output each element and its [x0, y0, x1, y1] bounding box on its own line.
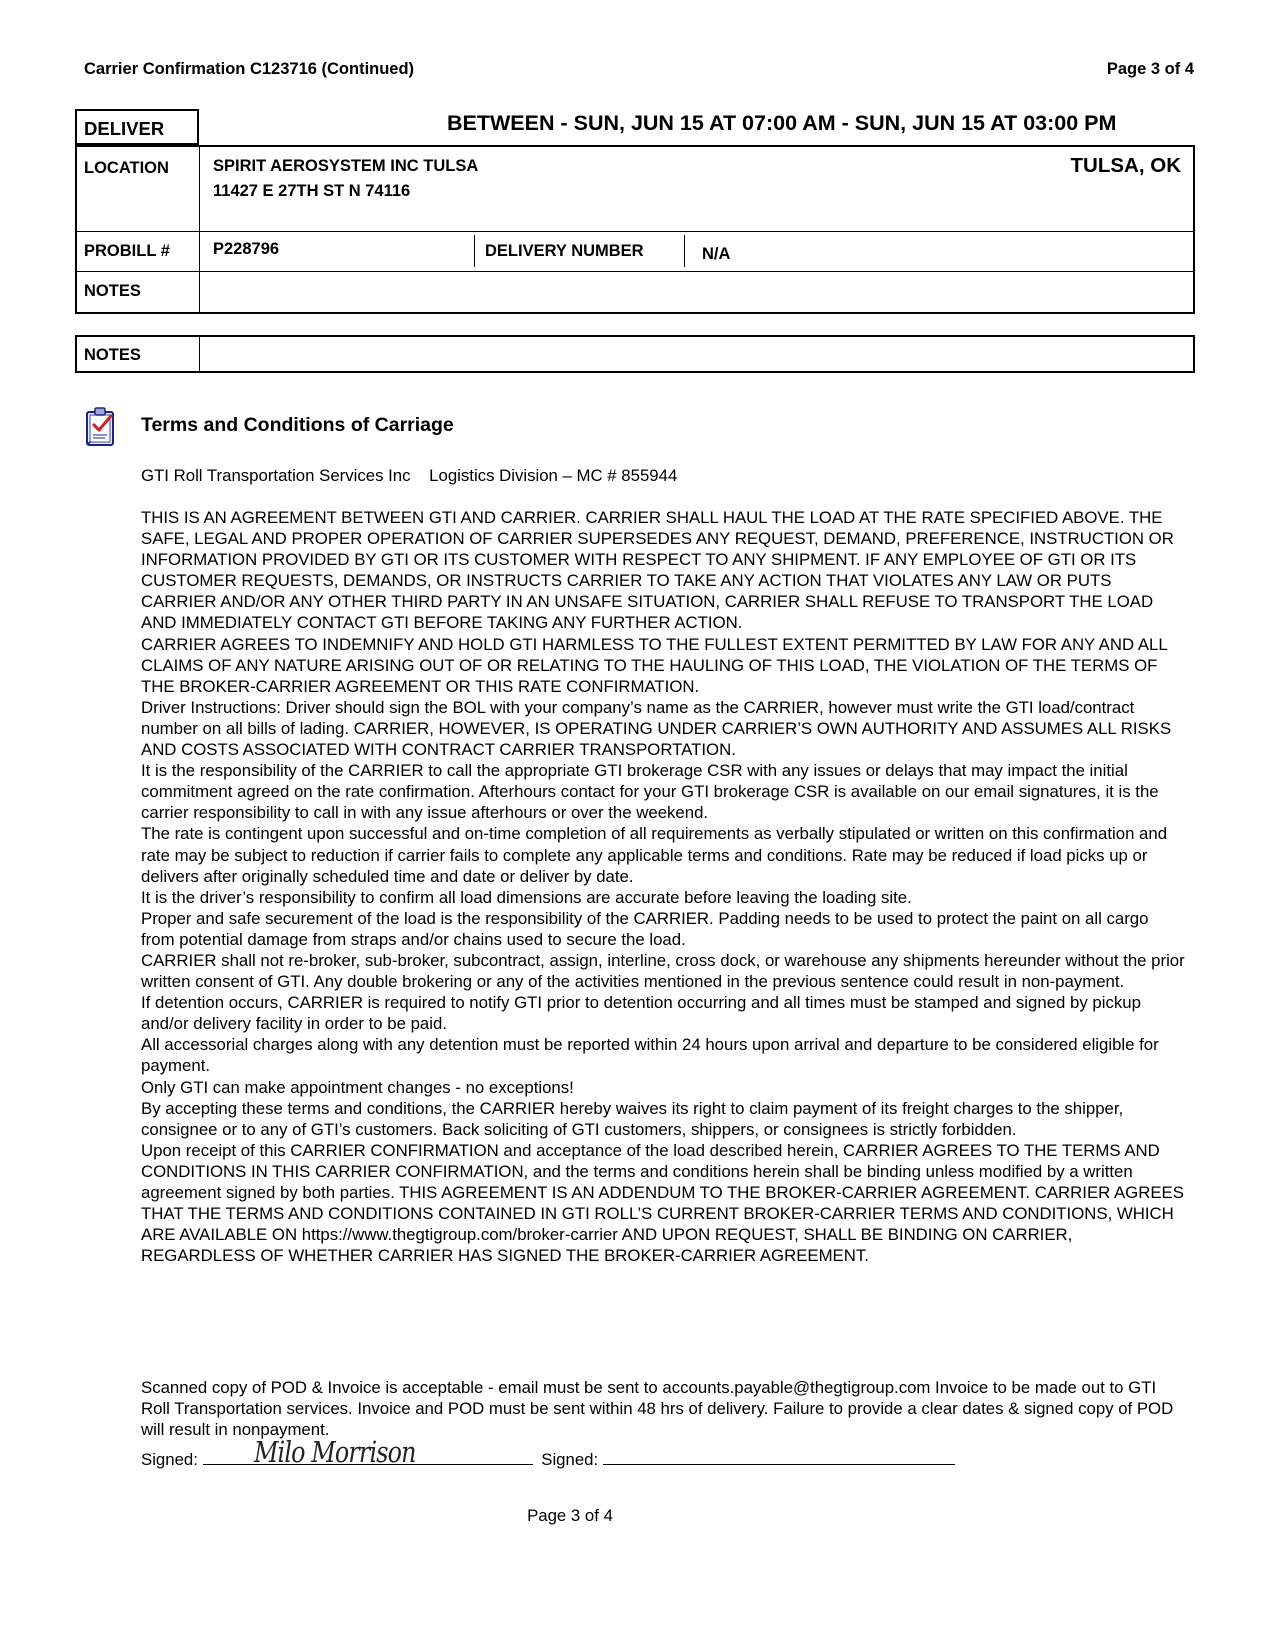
- clipboard-check-icon: [85, 405, 119, 447]
- row-divider: [77, 271, 1193, 272]
- deliver-section: [75, 109, 1195, 314]
- signed-label-1: Signed:: [141, 1450, 198, 1469]
- deliver-table: [75, 145, 1195, 314]
- notes-label: NOTES: [84, 282, 141, 300]
- pod-invoice-note: Scanned copy of POD & Invoice is acceptable - email must be sent to accounts.payable@thegtigroup.com Invoice to be made out to GTI Roll Transportation services. Invoice and POD must be sent within 48 hrs of delivery. Failure to provide a clear dates & signed copy of POD will result in nonpayment.: [141, 1378, 1174, 1440]
- terms-paragraph: Driver Instructions: Driver should sign the BOL with your company’s name as the CARRIER, however must write the GTI load/contract number on all bills of lading. CARRIER, HOWEVER, IS OPERATING UNDER CARRIER’S OWN AUTHORITY AND ASSUMES ALL RISKS AND COSTS ASSOCIATED WITH CONTRACT CARRIER TRANSPORTATION.: [141, 697, 1172, 760]
- terms-paragraph: By accepting these terms and conditions, the CARRIER hereby waives its right to claim payment of its freight charges to the shipper, consignee or to any of GTI’s customers. Back soliciting of GTI customers, shippers, or consignees is strictly forbidden.: [141, 1098, 1124, 1139]
- document-title: Carrier Confirmation C123716 (Continued): [84, 60, 415, 78]
- delivery-number-label: DELIVERY NUMBER: [485, 242, 644, 260]
- deliver-tag: DELIVER: [75, 109, 199, 145]
- terms-paragraph: The rate is contingent upon successful and on-time completion of all requirements as verbally stipulated or written on this confirmation and rate may be subject to reduction if carrier fails to complete any applicable terms and conditions. Rate may be reduced if load picks up or delivers after originally scheduled time and date or deliver by date.: [141, 824, 1168, 886]
- probill-value: P228796: [213, 240, 280, 258]
- notes-label: NOTES: [84, 346, 141, 364]
- terms-paragraph: It is the driver’s responsibility to confirm all load dimensions are accurate before leaving the loading site.: [141, 887, 912, 907]
- terms-title: Terms and Conditions of Carriage: [141, 414, 454, 436]
- terms-paragraph: Proper and safe securement of the load is the responsibility of the CARRIER. Padding needs to be used to protect the paint on all cargo from potential damage from straps and/or chains used to secure the load.: [141, 908, 1149, 949]
- location-address: 11427 E 27TH ST N 74116: [213, 182, 411, 200]
- column-divider: [474, 235, 475, 267]
- terms-paragraph: Upon receipt of this CARRIER CONFIRMATION and acceptance of the load described herein, CARRIER AGREES TO THE TERMS AND CONDITIONS IN THIS CARRIER CONFIRMATION, and the terms and conditions herein shall be binding unless modified by a written agreement signed by both parties. THIS AGREEMENT IS AN ADDENDUM TO THE BROKER-CARRIER AGREEMENT. CARRIER AGREES THAT THE TERMS AND CONDITIONS CONTAINED IN GTI ROLL’S CURRENT BROKER-CARRIER TERMS AND CONDITIONS, WHICH ARE AVAILABLE ON https://www.thegtigroup.com/broker-carrier AND UPON REQUEST, SHALL BE BINDING ON CARRIER, REGARDLESS OF WHETHER CARRIER HAS SIGNED THE BROKER-CARRIER AGREEMENT.: [141, 1140, 1184, 1266]
- location-label: LOCATION: [84, 159, 169, 177]
- row-divider: [77, 231, 1193, 232]
- column-divider: [199, 337, 200, 371]
- signed-label-2: Signed:: [541, 1450, 599, 1469]
- terms-paragraph: CARRIER shall not re-broker, sub-broker, subcontract, assign, interline, cross dock, or warehouse any shipments hereunder without the prior written consent of GTI. Any double brokering or any of the activities mentioned in the previous sentence could result in non-payment.: [141, 950, 1185, 992]
- terms-paragraph: Only GTI can make appointment changes - no exceptions!: [141, 1077, 574, 1097]
- delivery-window: BETWEEN - SUN, JUN 15 AT 07:00 AM - SUN, JUN 15 AT 03:00 PM: [447, 111, 1117, 135]
- location-name: SPIRIT AEROSYSTEM INC TULSA: [213, 157, 479, 175]
- city-state: TULSA, OK: [1070, 154, 1181, 177]
- notes-box: [75, 335, 1195, 373]
- signature-line-2: [603, 1464, 955, 1465]
- terms-paragraph: THIS IS AN AGREEMENT BETWEEN GTI AND CARRIER. CARRIER SHALL HAUL THE LOAD AT THE RATE SPECIFIED ABOVE. THE SAFE, LEGAL AND PROPER OPERATION OF CARRIER SUPERSEDES ANY REQUEST, DEMAND, PREFERENCE, INSTRUCTION OR INFORMATION PROVIDED BY GTI OR ITS CUSTOMER WITH RESPECT TO ANY SHIPMENT. IF ANY EMPLOYEE OF GTI OR ITS CUSTOMER REQUESTS, DEMANDS, OR INSTRUCTS CARRIER TO TAKE ANY ACTION THAT VIOLATES ANY LAW OR PUTS CARRIER AND/OR ANY OTHER THIRD PARTY IN AN UNSAFE SITUATION, CARRIER SHALL REFUSE TO TRANSPORT THE LOAD AND IMMEDIATELY CONTACT GTI BEFORE TAKING ANY FURTHER ACTION.: [141, 508, 1174, 633]
- terms-paragraph: If detention occurs, CARRIER is required to notify GTI prior to detention occurring and all times must be stamped and signed by pickup and/or delivery facility in order to be paid.: [141, 993, 1141, 1034]
- column-divider: [684, 235, 685, 267]
- terms-paragraph: CARRIER AGREES TO INDEMNIFY AND HOLD GTI HARMLESS TO THE FULLEST EXTENT PERMITTED BY LAW FOR ANY AND ALL CLAIMS OF ANY NATURE ARISING OUT OF OR RELATING TO THE HAULING OF THIS LOAD, THE VIOLATION OF THE TERMS OF THE BROKER-CARRIER AGREEMENT OR THIS RATE CONFIRMATION.: [141, 634, 1168, 696]
- terms-body: [141, 507, 1186, 1266]
- page-number-footer: Page 3 of 4: [527, 1506, 613, 1525]
- delivery-number-value: N/A: [702, 245, 731, 263]
- handwritten-signature: Milo Morrison: [254, 1435, 416, 1469]
- page-number-header: Page 3 of 4: [1106, 60, 1194, 78]
- company-line: GTI Roll Transportation Services Inc Logistics Division – MC # 855944: [141, 466, 678, 485]
- terms-paragraph: All accessorial charges along with any detention must be reported within 24 hours upon arrival and departure to be considered eligible for payment.: [141, 1035, 1159, 1076]
- terms-paragraph: It is the responsibility of the CARRIER to call the appropriate GTI brokerage CSR with any issues or delays that may impact the initial commitment agreed on the rate confirmation. Afterhours contact for your GTI brokerage CSR is available on our email signatures, it is the carrier responsibility to call in with any issue afterhours or over the weekend.: [141, 761, 1159, 823]
- probill-label: PROBILL #: [84, 242, 170, 260]
